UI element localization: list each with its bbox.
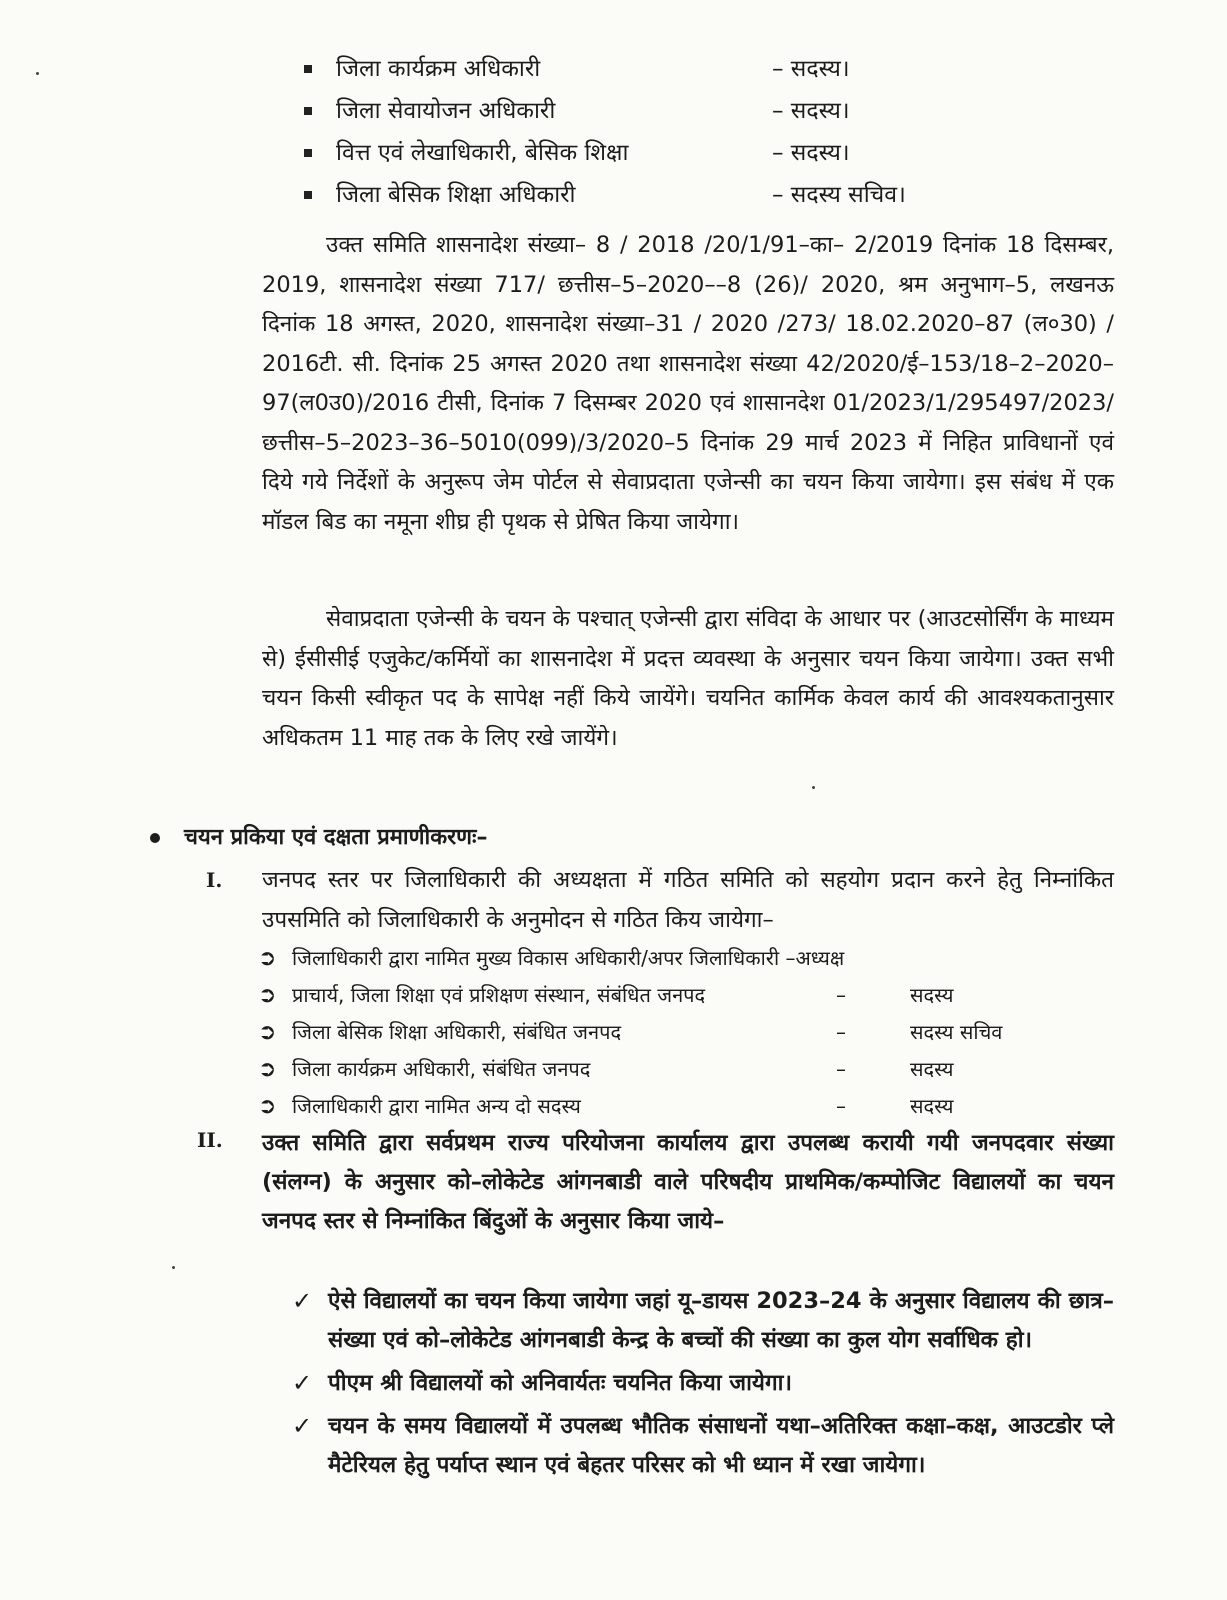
subcommittee-member: जिला कार्यक्रम अधिकारी, संबंधित जनपद xyxy=(292,1057,591,1081)
subcommittee-role: सदस्य सचिव xyxy=(910,1020,1003,1044)
subcommittee-member: प्राचार्य, जिला शिक्षा एवं प्रशिक्षण संस्थान, संबंधित जनपद xyxy=(292,983,706,1007)
subcommittee-row xyxy=(258,1051,1058,1088)
member-name: जिला सेवायोजन अधिकारी xyxy=(336,98,556,124)
square-bullet-icon xyxy=(304,107,312,115)
subcommittee-member: जिलाधिकारी द्वारा नामित अन्य दो सदस्य xyxy=(292,1094,581,1118)
member-name: जिला कार्यक्रम अधिकारी xyxy=(336,56,541,82)
member-role: – सदस्य। xyxy=(772,56,850,82)
subcommittee-list xyxy=(258,940,1058,1125)
scan-speck xyxy=(36,72,39,75)
member-role: – सदस्य। xyxy=(772,98,850,124)
arrow-bullet-icon: ➲ xyxy=(258,946,277,971)
subcommittee-row xyxy=(258,940,1058,977)
criteria-text: चयन के समय विद्यालयों में उपलब्ध भौतिक संसाधनों यथा–अतिरिक्त कक्षा–कक्ष, आउटडोर प्ले मैटेरियल हेतु पर्याप्त स्थान एवं बेहतर परिसर को भी ध्यान में रखा जायेगा। xyxy=(328,1413,1114,1478)
member-role: – सदस्य। xyxy=(772,140,850,166)
criteria-text: ऐसे विद्यालयों का चयन किया जायेगा जहां यू–डायस 2023–24 के अनुसार विद्यालय की छात्र–संख्या एवं को–लोकेटेड आंगनबाडी केन्द्र के बच्चों की संख्या का कुल योग सर्वाधिक हो। xyxy=(328,1288,1114,1353)
roman-numeral-2: II. xyxy=(197,1128,223,1152)
agency-selection-paragraph: सेवाप्रदाता एजेन्सी के चयन के पश्चात् एजेन्सी द्वारा संविदा के आधार पर (आउटसोर्सिंग के माध्यम से) ईसीसीई एजुकेट/कर्मियों का शासनादेश में प्रदत्त व्यवस्था के अनुसार चयन किया जायेगा। उक्त सभी चयन किसी स्वीकृत पद के सापेक्ष नहीं किये जायेंगे। चयनित कार्मिक केवल कार्य की आवश्यकतानुसार अधिकतम 11 माह तक के लिए रखे जायेंगे। xyxy=(262,606,1114,751)
subcommittee-member: जिला बेसिक शिक्षा अधिकारी, संबंधित जनपद xyxy=(292,1020,622,1044)
subcommittee-dash: – xyxy=(836,1094,846,1118)
item-1-text: जनपद स्तर पर जिलाधिकारी की अध्यक्षता में गठित समिति को सहयोग प्रदान करने हेतु निम्नांकित उपसमिति को जिलाधिकारी के अनुमोदन से गठित किय जायेगा– xyxy=(262,867,1114,933)
square-bullet-icon xyxy=(304,149,312,157)
arrow-bullet-icon: ➲ xyxy=(258,1057,277,1082)
roman-numeral-1: I. xyxy=(206,868,223,892)
criteria-item xyxy=(292,1282,1114,1360)
subcommittee-row xyxy=(258,1014,1058,1051)
subcommittee-dash: – xyxy=(836,1057,846,1081)
criteria-text: पीएम श्री विद्यालयों को अनिवार्यतः चयनित किया जायेगा। xyxy=(328,1370,792,1396)
member-row xyxy=(300,90,940,132)
scan-speck xyxy=(812,786,815,789)
selection-criteria-list xyxy=(292,1282,1114,1489)
arrow-bullet-icon: ➲ xyxy=(258,1094,277,1119)
subcommittee-role: सदस्य xyxy=(910,1094,954,1118)
member-row xyxy=(300,174,940,216)
member-role: – सदस्य सचिव। xyxy=(772,182,906,208)
square-bullet-icon xyxy=(304,191,312,199)
subcommittee-dash: – xyxy=(836,1020,846,1044)
member-row xyxy=(300,132,940,174)
committee-members-list xyxy=(300,48,940,216)
round-bullet-icon xyxy=(150,833,160,843)
subcommittee-row xyxy=(258,1088,1058,1125)
arrow-bullet-icon: ➲ xyxy=(258,983,277,1008)
checkmark-icon: ✓ xyxy=(292,1287,313,1315)
member-row xyxy=(300,48,940,90)
subcommittee-row xyxy=(258,977,1058,1014)
subcommittee-member: जिलाधिकारी द्वारा नामित मुख्य विकास अधिकारी/अपर जिलाधिकारी –अध्यक्ष xyxy=(292,946,845,970)
arrow-bullet-icon: ➲ xyxy=(258,1020,277,1045)
checkmark-icon: ✓ xyxy=(292,1412,313,1440)
subcommittee-role: सदस्य xyxy=(910,983,954,1007)
section-heading xyxy=(150,820,487,856)
criteria-item xyxy=(292,1407,1114,1485)
member-name: वित्त एवं लेखाधिकारी, बेसिक शिक्षा xyxy=(336,140,629,166)
section-heading-text: चयन प्रकिया एवं दक्षता प्रमाणीकरणः– xyxy=(184,825,488,850)
checkmark-icon: ✓ xyxy=(292,1369,313,1397)
subcommittee-dash: – xyxy=(836,983,846,1007)
government-order-paragraph: उक्त समिति शासनादेश संख्या– 8 / 2018 /20/1/91–का– 2/2019 दिनांक 18 दिसम्बर, 2019, शासनादेश संख्या 717/ छत्तीस–5–2020––8 (26)/ 2020, श्रम अनुभाग–5, लखनऊ दिनांक 18 अगस्त, 2020, शासनादेश संख्या–31 / 2020 /273/ 18.02.2020–87 (ल०30) / 2016टी. सी. दिनांक 25 अगस्त 2020 तथा शासनादेश संख्या 42/2020/ई–153/18–2–2020–97(ल0उ0)/2016 टीसी, दिनांक 7 दिसम्बर 2020 एवं शासानदेश 01/2023/1/295497/2023/छत्तीस–5–2023–36–5010(099)/3/2020–5 दिनांक 29 मार्च 2023 में निहित प्राविधानों एवं दिये गये निर्देशों के अनुरूप जेम पोर्टल से सेवाप्रदाता एजेन्सी का चयन किया जायेगा। इस संबंध में एक मॉडल बिड का नमूना शीघ्र ही पृथक से प्रेषित किया जायेगा। xyxy=(262,232,1114,535)
subcommittee-role: सदस्य xyxy=(910,1057,954,1081)
square-bullet-icon xyxy=(304,65,312,73)
criteria-item xyxy=(292,1364,1114,1403)
member-name: जिला बेसिक शिक्षा अधिकारी xyxy=(336,182,576,208)
scan-speck xyxy=(172,1266,175,1269)
item-2-text: उक्त समिति द्वारा सर्वप्रथम राज्य परियोजना कार्यालय द्वारा उपलब्ध करायी गयी जनपदवार संख्या (संलग्न) के अनुसार को–लोकेटेड आंगनबाडी वाले परिषदीय प्राथमिक/कम्पोजिट विद्यालयों का चयन जनपद स्तर से निम्नांकित बिंदुओं के अनुसार किया जाये– xyxy=(262,1130,1114,1234)
